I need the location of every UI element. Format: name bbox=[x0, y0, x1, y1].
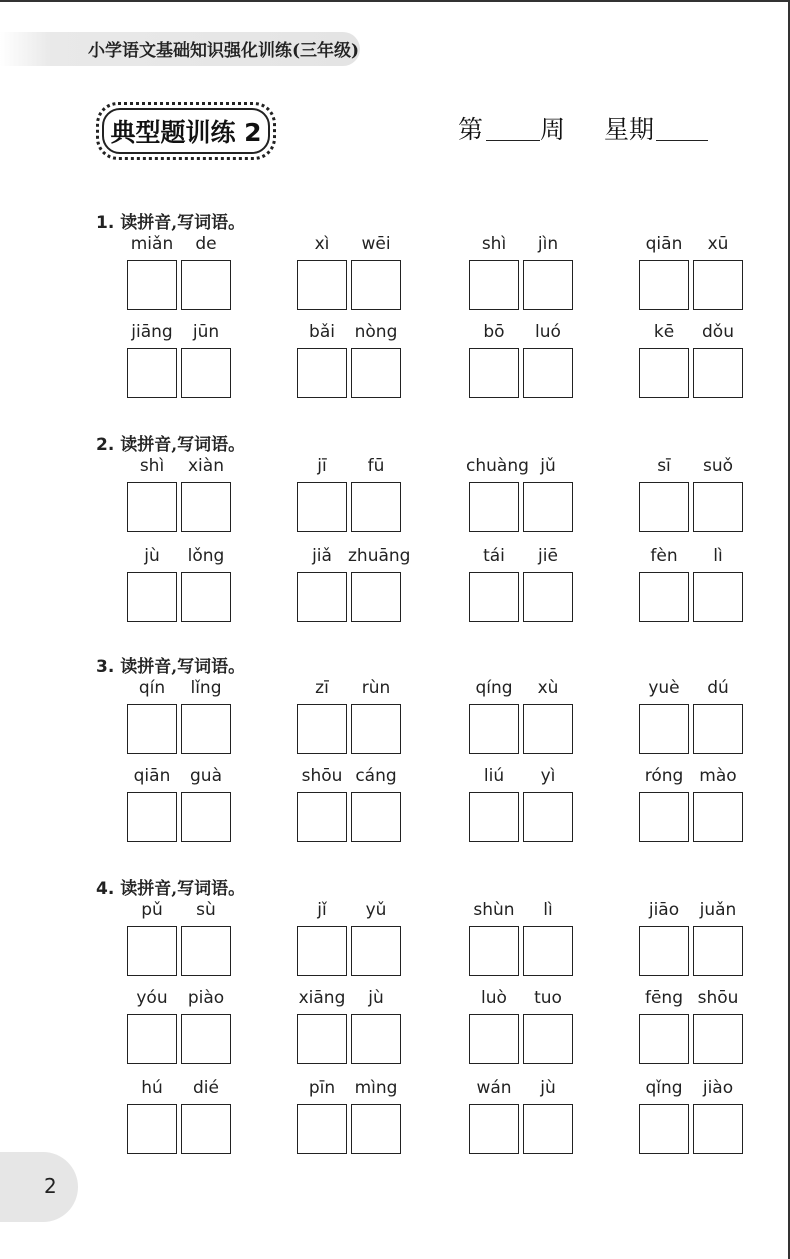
character-writing-box[interactable] bbox=[127, 348, 177, 398]
pinyin-syllable: jìn bbox=[537, 234, 559, 254]
character-writing-box[interactable] bbox=[693, 1104, 743, 1154]
character-writing-box[interactable] bbox=[639, 482, 689, 532]
pinyin-syllable: jiē bbox=[538, 546, 558, 566]
character-writing-box[interactable] bbox=[639, 704, 689, 754]
character-writing-box[interactable] bbox=[127, 1104, 177, 1154]
pinyin-syllable: qíng bbox=[475, 678, 513, 698]
pinyin-syllable: sù bbox=[196, 900, 216, 920]
character-writing-box[interactable] bbox=[297, 348, 347, 398]
word-item bbox=[124, 456, 244, 538]
pinyin-syllable: luó bbox=[535, 322, 561, 342]
pinyin-syllable: suǒ bbox=[702, 456, 734, 476]
character-writing-box[interactable] bbox=[523, 482, 573, 532]
word-item bbox=[636, 546, 756, 628]
word-item bbox=[294, 546, 414, 628]
character-writing-box[interactable] bbox=[523, 348, 573, 398]
character-writing-box[interactable] bbox=[297, 260, 347, 310]
character-writing-box[interactable] bbox=[693, 704, 743, 754]
pinyin-syllable: yǔ bbox=[365, 900, 387, 920]
character-writing-box[interactable] bbox=[297, 572, 347, 622]
question-2-title bbox=[96, 430, 245, 455]
word-item bbox=[294, 322, 414, 404]
character-writing-box[interactable] bbox=[351, 1104, 401, 1154]
character-writing-box[interactable] bbox=[351, 1014, 401, 1064]
word-item bbox=[466, 546, 586, 628]
question-3-title bbox=[96, 652, 245, 677]
character-writing-box[interactable] bbox=[297, 1104, 347, 1154]
pinyin-syllable: lǐng bbox=[190, 678, 222, 698]
character-writing-box[interactable] bbox=[181, 926, 231, 976]
word-item bbox=[124, 766, 244, 848]
character-writing-box[interactable] bbox=[127, 792, 177, 842]
character-writing-box[interactable] bbox=[693, 792, 743, 842]
pinyin-syllable: liú bbox=[483, 766, 505, 786]
week-number-blank[interactable] bbox=[486, 140, 540, 141]
question-4-title bbox=[96, 874, 245, 899]
pinyin-syllable: tái bbox=[483, 546, 505, 566]
character-writing-box[interactable] bbox=[127, 926, 177, 976]
pinyin-syllable: zhuāng bbox=[348, 546, 411, 566]
word-item bbox=[466, 678, 586, 760]
character-writing-box[interactable] bbox=[523, 926, 573, 976]
character-writing-box[interactable] bbox=[469, 926, 519, 976]
character-writing-box[interactable] bbox=[351, 348, 401, 398]
pinyin-syllable: zī bbox=[315, 678, 329, 698]
pinyin-syllable: jūn bbox=[192, 322, 220, 342]
character-writing-box[interactable] bbox=[693, 1014, 743, 1064]
character-writing-box[interactable] bbox=[181, 1014, 231, 1064]
page-number: 2 bbox=[44, 1174, 57, 1198]
character-writing-box[interactable] bbox=[297, 1014, 347, 1064]
character-writing-box[interactable] bbox=[127, 572, 177, 622]
character-writing-box[interactable] bbox=[469, 482, 519, 532]
question-prompt: 读拼音,写词语。 bbox=[120, 879, 246, 899]
word-item bbox=[124, 988, 244, 1070]
character-writing-box[interactable] bbox=[523, 1014, 573, 1064]
character-writing-box[interactable] bbox=[127, 704, 177, 754]
pinyin-syllable: fēng bbox=[644, 988, 683, 1008]
section-badge bbox=[102, 108, 270, 154]
word-item bbox=[294, 678, 414, 760]
pinyin-syllable: jǐ bbox=[317, 900, 327, 920]
book-title: 小学语文基础知识强化训练(三年级) bbox=[88, 41, 360, 61]
pinyin-syllable: shōu bbox=[301, 766, 343, 786]
character-writing-box[interactable] bbox=[181, 1104, 231, 1154]
question-prompt: 读拼音,写词语。 bbox=[120, 657, 246, 677]
character-writing-box[interactable] bbox=[469, 260, 519, 310]
word-item bbox=[294, 1078, 414, 1160]
pinyin-syllable: wēi bbox=[361, 234, 391, 254]
word-item bbox=[124, 322, 244, 404]
character-writing-box[interactable] bbox=[693, 926, 743, 976]
character-writing-box[interactable] bbox=[351, 792, 401, 842]
pinyin-syllable: róng bbox=[644, 766, 684, 786]
pinyin-syllable: pǔ bbox=[141, 900, 163, 920]
pinyin-syllable: shōu bbox=[697, 988, 739, 1008]
character-writing-box[interactable] bbox=[181, 482, 231, 532]
word-item bbox=[124, 678, 244, 760]
question-prompt: 读拼音,写词语。 bbox=[120, 213, 246, 233]
pinyin-syllable: shùn bbox=[473, 900, 515, 920]
character-writing-box[interactable] bbox=[351, 260, 401, 310]
character-writing-box[interactable] bbox=[693, 348, 743, 398]
character-writing-box[interactable] bbox=[523, 704, 573, 754]
pinyin-syllable: xiāng bbox=[298, 988, 346, 1008]
character-writing-box[interactable] bbox=[639, 572, 689, 622]
word-item bbox=[466, 456, 586, 538]
character-writing-box[interactable] bbox=[297, 926, 347, 976]
pinyin-syllable: lǒng bbox=[187, 546, 225, 566]
pinyin-syllable: lì bbox=[713, 546, 723, 566]
word-item bbox=[636, 456, 756, 538]
pinyin-syllable: mìng bbox=[354, 1078, 398, 1098]
pinyin-syllable: hú bbox=[141, 1078, 163, 1098]
word-item bbox=[636, 322, 756, 404]
pinyin-syllable: guà bbox=[190, 766, 222, 786]
character-writing-box[interactable] bbox=[523, 260, 573, 310]
character-writing-box[interactable] bbox=[351, 926, 401, 976]
pinyin-syllable: pīn bbox=[308, 1078, 336, 1098]
pinyin-syllable: xì bbox=[314, 234, 330, 254]
character-writing-box[interactable] bbox=[639, 1104, 689, 1154]
word-item bbox=[466, 988, 586, 1070]
character-writing-box[interactable] bbox=[469, 704, 519, 754]
word-item bbox=[466, 322, 586, 404]
weekday-label: 星期 bbox=[604, 115, 655, 144]
character-writing-box[interactable] bbox=[181, 704, 231, 754]
pinyin-syllable: tuo bbox=[534, 988, 562, 1008]
character-writing-box[interactable] bbox=[297, 482, 347, 532]
pinyin-syllable: piào bbox=[187, 988, 225, 1008]
pinyin-syllable: jù bbox=[368, 988, 384, 1008]
character-writing-box[interactable] bbox=[639, 792, 689, 842]
pinyin-syllable: fèn bbox=[650, 546, 678, 566]
character-writing-box[interactable] bbox=[127, 260, 177, 310]
pinyin-syllable: xù bbox=[537, 678, 559, 698]
pinyin-syllable: mào bbox=[699, 766, 737, 786]
word-item bbox=[636, 900, 756, 982]
word-item bbox=[294, 988, 414, 1070]
pinyin-syllable: dié bbox=[193, 1078, 219, 1098]
character-writing-box[interactable] bbox=[181, 572, 231, 622]
pinyin-syllable: jiào bbox=[702, 1078, 734, 1098]
character-writing-box[interactable] bbox=[181, 348, 231, 398]
week-label-zhou: 周 bbox=[540, 115, 566, 144]
word-item bbox=[636, 766, 756, 848]
character-writing-box[interactable] bbox=[469, 792, 519, 842]
word-item bbox=[636, 988, 756, 1070]
section-title: 典型题训练 2 bbox=[110, 118, 262, 147]
pinyin-syllable: nòng bbox=[354, 322, 398, 342]
pinyin-syllable: jǔ bbox=[540, 456, 556, 476]
question-1-title bbox=[96, 208, 245, 233]
word-item bbox=[636, 678, 756, 760]
character-writing-box[interactable] bbox=[639, 1014, 689, 1064]
question-prompt: 读拼音,写词语。 bbox=[120, 435, 246, 455]
pinyin-syllable: jù bbox=[540, 1078, 556, 1098]
pinyin-syllable: qín bbox=[138, 678, 166, 698]
word-item bbox=[294, 456, 414, 538]
pinyin-syllable: sī bbox=[657, 456, 671, 476]
word-item bbox=[124, 546, 244, 628]
pinyin-syllable: miǎn bbox=[130, 234, 174, 254]
character-writing-box[interactable] bbox=[297, 792, 347, 842]
word-item bbox=[636, 1078, 756, 1160]
pinyin-syllable: qiān bbox=[133, 766, 171, 786]
pinyin-syllable: fū bbox=[367, 456, 385, 476]
character-writing-box[interactable] bbox=[297, 704, 347, 754]
pinyin-syllable: shì bbox=[139, 456, 165, 476]
pinyin-syllable: bǎi bbox=[309, 322, 335, 342]
question-number: 3. bbox=[96, 657, 115, 677]
pinyin-syllable: de bbox=[195, 234, 217, 254]
pinyin-syllable: yuè bbox=[648, 678, 680, 698]
pinyin-syllable: wán bbox=[476, 1078, 512, 1098]
character-writing-box[interactable] bbox=[693, 572, 743, 622]
word-item bbox=[294, 900, 414, 982]
pinyin-syllable: dǒu bbox=[702, 322, 734, 342]
word-item bbox=[636, 234, 756, 316]
character-writing-box[interactable] bbox=[469, 348, 519, 398]
pinyin-syllable: jiāng bbox=[131, 322, 173, 342]
pinyin-syllable: xiàn bbox=[188, 456, 224, 476]
character-writing-box[interactable] bbox=[639, 926, 689, 976]
pinyin-syllable: shì bbox=[481, 234, 507, 254]
character-writing-box[interactable] bbox=[351, 572, 401, 622]
page-number-tab bbox=[0, 1152, 78, 1222]
pinyin-syllable: lì bbox=[543, 900, 553, 920]
character-writing-box[interactable] bbox=[469, 1014, 519, 1064]
word-item bbox=[294, 766, 414, 848]
pinyin-syllable: cáng bbox=[355, 766, 397, 786]
character-writing-box[interactable] bbox=[127, 1014, 177, 1064]
character-writing-box[interactable] bbox=[181, 260, 231, 310]
word-item bbox=[466, 1078, 586, 1160]
pinyin-syllable: jī bbox=[317, 456, 327, 476]
pinyin-syllable: jiǎ bbox=[312, 546, 332, 566]
weekday-blank[interactable] bbox=[656, 140, 708, 141]
word-item bbox=[466, 900, 586, 982]
character-writing-box[interactable] bbox=[639, 348, 689, 398]
pinyin-syllable: jiāo bbox=[648, 900, 680, 920]
character-writing-box[interactable] bbox=[127, 482, 177, 532]
word-item bbox=[124, 1078, 244, 1160]
word-item bbox=[294, 234, 414, 316]
character-writing-box[interactable] bbox=[351, 704, 401, 754]
word-item bbox=[124, 900, 244, 982]
character-writing-box[interactable] bbox=[469, 1104, 519, 1154]
character-writing-box[interactable] bbox=[693, 260, 743, 310]
pinyin-syllable: jù bbox=[144, 546, 160, 566]
pinyin-syllable: juǎn bbox=[699, 900, 737, 920]
character-writing-box[interactable] bbox=[469, 572, 519, 622]
pinyin-syllable: qǐng bbox=[645, 1078, 683, 1098]
pinyin-syllable: yì bbox=[540, 766, 556, 786]
pinyin-syllable: chuàng bbox=[466, 456, 529, 476]
question-number: 2. bbox=[96, 435, 115, 455]
pinyin-syllable: yóu bbox=[136, 988, 168, 1008]
character-writing-box[interactable] bbox=[523, 1104, 573, 1154]
character-writing-box[interactable] bbox=[523, 792, 573, 842]
word-item bbox=[124, 234, 244, 316]
character-writing-box[interactable] bbox=[693, 482, 743, 532]
character-writing-box[interactable] bbox=[181, 792, 231, 842]
pinyin-syllable: qiān bbox=[645, 234, 683, 254]
pinyin-syllable: xū bbox=[707, 234, 729, 254]
character-writing-box[interactable] bbox=[351, 482, 401, 532]
word-item bbox=[466, 766, 586, 848]
question-number: 1. bbox=[96, 213, 115, 233]
character-writing-box[interactable] bbox=[523, 572, 573, 622]
pinyin-syllable: bō bbox=[483, 322, 505, 342]
question-number: 4. bbox=[96, 879, 115, 899]
pinyin-syllable: rùn bbox=[361, 678, 391, 698]
week-label-di: 第 bbox=[458, 115, 484, 144]
pinyin-syllable: dú bbox=[707, 678, 729, 698]
word-item bbox=[466, 234, 586, 316]
pinyin-syllable: kē bbox=[653, 322, 675, 342]
pinyin-syllable: luò bbox=[481, 988, 507, 1008]
character-writing-box[interactable] bbox=[639, 260, 689, 310]
